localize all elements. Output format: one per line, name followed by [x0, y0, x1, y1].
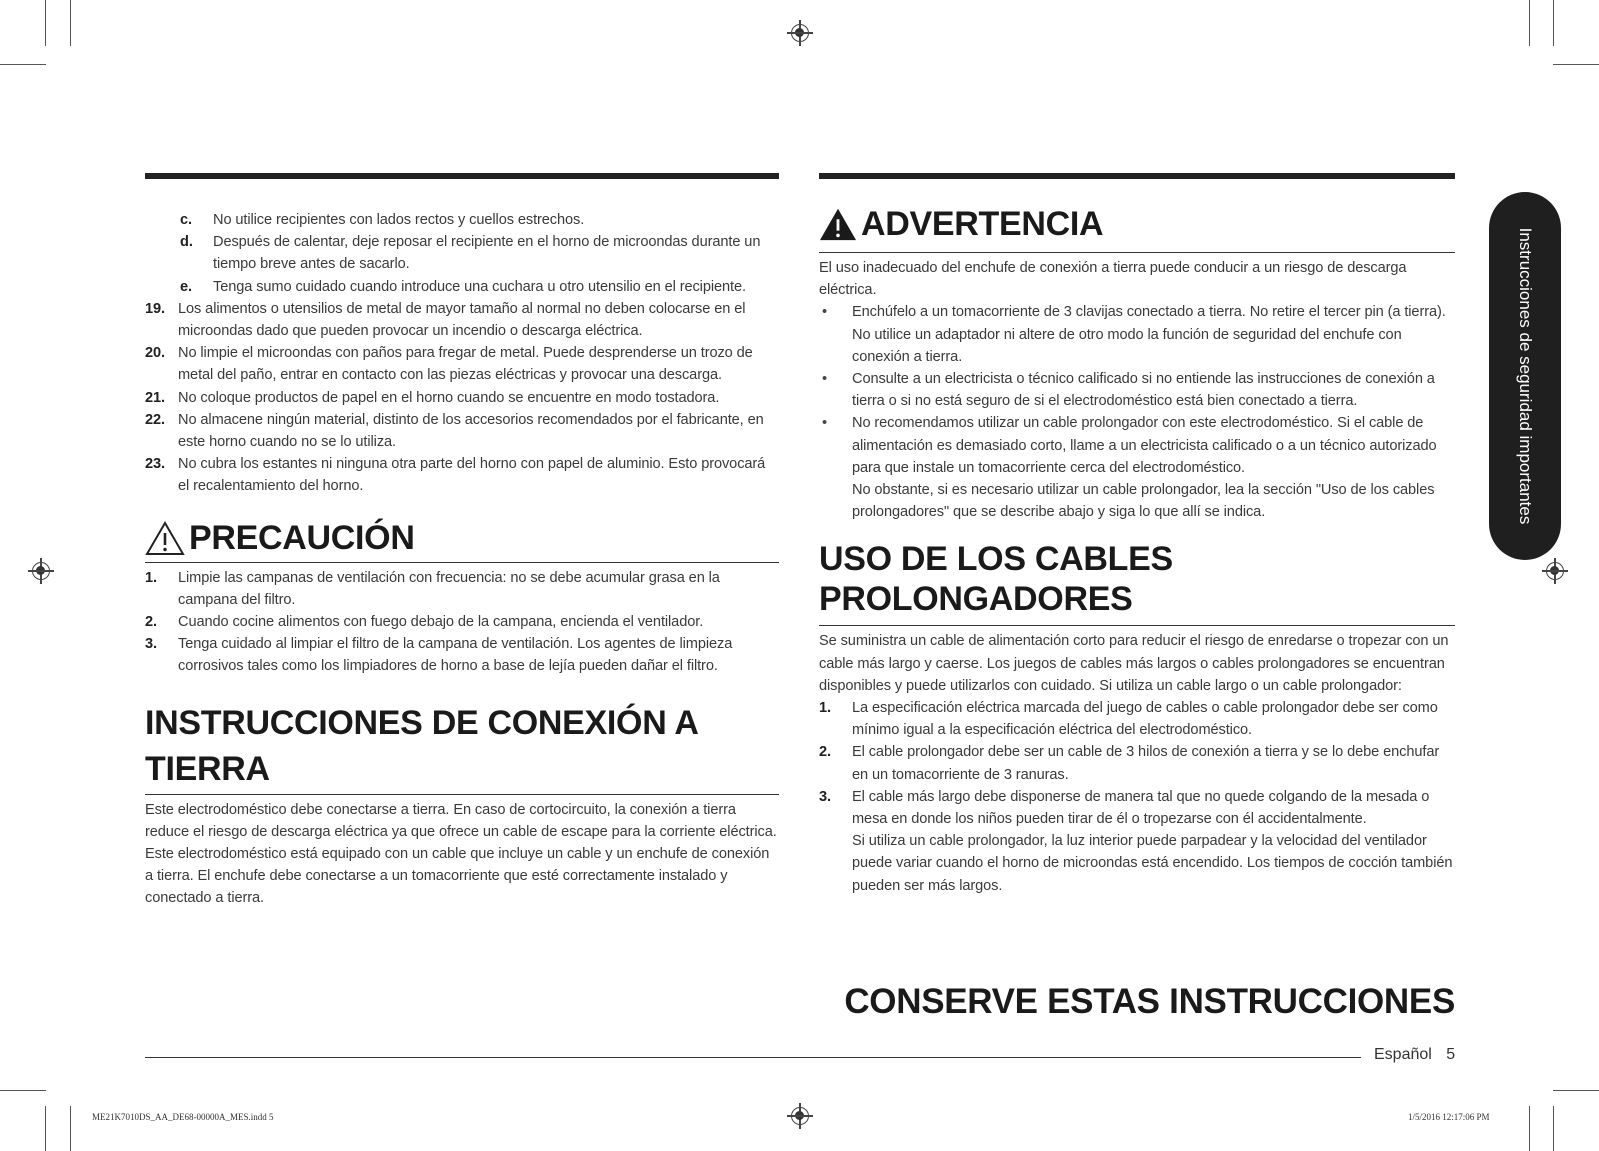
list-item — [819, 786, 1455, 897]
list-item-text: El cable prolongador debe ser un cable de 3 hilos de conexión a tierra y se lo debe enchufar en un tomacorriente de 3 ranuras. — [852, 744, 1440, 783]
list-item-text: Enchúfelo a un tomacorriente de 3 clavijas conectado a tierra. No retire el tercer pin (a tierra). No utilice un adaptador ni altere de otro modo la función de seguridad del enchufe con conexión a tierra. — [852, 304, 1446, 365]
list-marker: 3. — [145, 636, 157, 653]
crop-mark — [0, 64, 46, 65]
list-item — [819, 368, 1455, 412]
extension-section — [819, 539, 1455, 896]
crop-mark — [1529, 1106, 1530, 1151]
footer-file-name: ME21K7010DS_AA_DE68-00000A_MES.indd 5 — [92, 1112, 274, 1122]
list-item-text: No almacene ningún material, distinto de los accesorios recomendados por el fabricante, en este horno cuando no se lo utiliza. — [178, 411, 764, 451]
warning-icon — [819, 206, 857, 242]
list-item-text: Cuando cocine alimentos con fuego debajo de la campana, encienda el ventilador. — [178, 614, 704, 631]
list-marker: 2. — [819, 744, 831, 761]
registration-mark-icon — [791, 1107, 809, 1125]
caution-icon — [145, 520, 185, 556]
list-item — [819, 697, 1455, 741]
warning-section — [819, 204, 1455, 523]
list-item-text: Después de calentar, deje reposar el recipiente en el horno de microondas durante un tiempo breve antes de sacarlo. — [213, 234, 761, 273]
list-item-text: No coloque productos de papel en el horno cuando se encuentre en modo tostadora. — [178, 389, 720, 406]
list-item — [180, 276, 779, 298]
list-item — [145, 611, 779, 633]
list-item — [145, 298, 779, 342]
list-marker: 21. — [145, 389, 165, 406]
crop-mark — [70, 0, 71, 46]
caution-heading: PRECAUCIÓN — [189, 518, 415, 557]
registration-mark-icon — [32, 562, 50, 580]
warning-heading: ADVERTENCIA — [861, 205, 1104, 243]
warning-intro: El uso inadecuado del enchufe de conexión a tierra puede conducir a un riesgo de descarga eléctrica. — [819, 260, 1407, 299]
list-item-text: No cubra los estantes ni ninguna otra parte del horno con papel de aluminio. Esto provocará el recalentamiento del horno. — [178, 456, 766, 495]
crop-mark — [1553, 64, 1599, 65]
list-item-text: El cable más largo debe disponerse de manera tal que no quede colgando de la mesada o mesa en donde los niños pueden tirar de él o tropezarse con él accidentalmente. — [852, 788, 1430, 828]
crop-mark — [1553, 0, 1554, 46]
list-item — [819, 301, 1455, 368]
bullet-icon: • — [822, 304, 828, 321]
list-item-extra-text: Si utiliza un cable prolongador, la luz interior puede parpadear y la velocidad del ventilador puede variar cuando el horno de microondas está encendido. Los tiempos de cocción también pueden ser más largos. — [852, 833, 1453, 894]
list-item — [145, 342, 779, 386]
list-marker: 1. — [145, 569, 157, 586]
list-marker: 3. — [819, 788, 831, 805]
grounding-body: Este electrodoméstico debe conectarse a tierra. En caso de cortocircuito, la conexión a tierra reduce el riesgo de descarga eléctrica ya que ofrece un cable de escape para la corriente eléctrica. Este electrodoméstico está equipado con un cable que incluye un cable y un enchufe de conexión a tierra. El enchufe debe conectarse a un tomacorriente que esté correctamente instalado y conectado a tierra. — [145, 801, 777, 907]
list-marker: d. — [180, 234, 193, 251]
crop-mark — [0, 1090, 46, 1091]
list-item-text: La especificación eléctrica marcada del juego de cables o cable prolongador debe ser como mínimo igual a la especificación eléctrica del electrodoméstico. — [852, 700, 1438, 739]
crop-mark — [1553, 1090, 1599, 1091]
grounding-section — [145, 700, 779, 910]
list-marker: 22. — [145, 411, 165, 428]
list-item — [145, 409, 779, 453]
registration-mark-icon — [791, 24, 809, 42]
list-item-text: Consulte a un electricista o técnico calificado si no entiende las instrucciones de conexión a tierra o si no está seguro de si el electrodoméstico está bien conectado a tierra. — [852, 371, 1435, 410]
list-item — [145, 453, 779, 497]
list-marker: 19. — [145, 300, 165, 317]
column-top-rule — [819, 173, 1455, 179]
list-item-text: No recomendamos utilizar un cable prolongador con este electrodoméstico. Si el cable de alimentación es demasiado corto, llame a un electricista calificado o a un técnico autorizado para que instale un tomacorriente cerca del electrodoméstico. — [852, 415, 1437, 476]
list-marker: 1. — [819, 700, 831, 717]
heading-rule — [819, 625, 1455, 626]
heading-rule — [145, 562, 779, 563]
list-item-extra-text: No obstante, si es necesario utilizar un cable prolongador, lea la sección "Uso de los cables prolongadores" que se describe abajo y siga lo que allí se indica. — [852, 482, 1435, 521]
list-item-text: No limpie el microondas con paños para fregar de metal. Puede desprenderse un trozo de metal del paño, entrar en contacto con las piezas eléctricas y provocar una descarga. — [178, 345, 753, 384]
list-item — [819, 412, 1455, 523]
extension-intro: Se suministra un cable de alimentación corto para reducir el riesgo de enredarse o tropezar con un cable más largo y caerse. Los juegos de cables más largos o cables prolongadores se encuentran disponibles y puede utilizarlos con cuidado. Si utiliza un cable largo o un cable prolongador: — [819, 633, 1449, 694]
column-top-rule — [145, 173, 779, 179]
heading-rule — [819, 252, 1455, 253]
crop-mark — [45, 1106, 46, 1151]
list-item-text: Tenga sumo cuidado cuando introduce una cuchara u otro utensilio en el recipiente. — [213, 278, 746, 295]
list-item — [145, 633, 779, 677]
crop-mark — [45, 0, 46, 46]
list-marker: 23. — [145, 456, 165, 473]
numbered-list — [145, 298, 779, 498]
bullet-icon: • — [822, 371, 828, 388]
list-marker: 20. — [145, 345, 165, 362]
extension-heading: USO DE LOS CABLES PROLONGADORES — [819, 540, 1173, 619]
list-item-text: Tenga cuidado al limpiar el filtro de la campana de ventilación. Los agentes de limpieza corrosivos tales como los limpiadores de horno a base de lejía pueden dañar el filtro. — [178, 636, 733, 675]
save-instructions-heading: CONSERVE ESTAS INSTRUCCIONES — [844, 982, 1455, 1021]
footer-page-number: 5 — [1446, 1046, 1456, 1063]
caution-section — [145, 518, 779, 678]
footer-page-label — [1374, 1046, 1455, 1064]
list-item-text: Los alimentos o utensilios de metal de mayor tamaño al normal no deben colocarse en el microondas dado que pueden provocar un incendio o descarga eléctrica. — [178, 300, 746, 340]
footer-language: Español — [1374, 1046, 1432, 1063]
list-item-text: Limpie las campanas de ventilación con frecuencia: no se debe acumular grasa en la campana del filtro. — [178, 569, 720, 608]
list-marker: c. — [180, 212, 192, 228]
list-item — [145, 387, 779, 409]
left-column — [145, 209, 779, 910]
crop-mark — [1553, 1106, 1554, 1151]
sub-item-list — [145, 209, 779, 298]
caution-heading-row — [145, 518, 779, 558]
bullet-icon: • — [822, 415, 828, 432]
list-item — [180, 231, 779, 275]
list-marker: e. — [180, 278, 192, 295]
right-column — [819, 204, 1455, 897]
grounding-heading — [145, 700, 779, 792]
grounding-heading-line2: TIERRA — [145, 749, 270, 788]
side-tab-label: Instrucciones de seguridad importantes — [1516, 227, 1535, 525]
registration-mark-icon — [1546, 562, 1564, 580]
list-item — [180, 209, 779, 231]
list-item-text: No utilice recipientes con lados rectos y cuellos estrechos. — [213, 212, 585, 228]
footer-rule — [145, 1057, 1361, 1058]
grounding-heading-line1: INSTRUCCIONES DE CONEXIÓN A — [145, 703, 699, 742]
heading-rule — [145, 794, 779, 795]
warning-heading-row — [819, 204, 1455, 244]
list-item — [145, 567, 779, 611]
crop-mark — [70, 1106, 71, 1151]
footer-timestamp: 1/5/2016 12:17:06 PM — [1408, 1112, 1490, 1122]
list-item — [819, 741, 1455, 785]
list-marker: 2. — [145, 614, 157, 631]
crop-mark — [1529, 0, 1530, 46]
